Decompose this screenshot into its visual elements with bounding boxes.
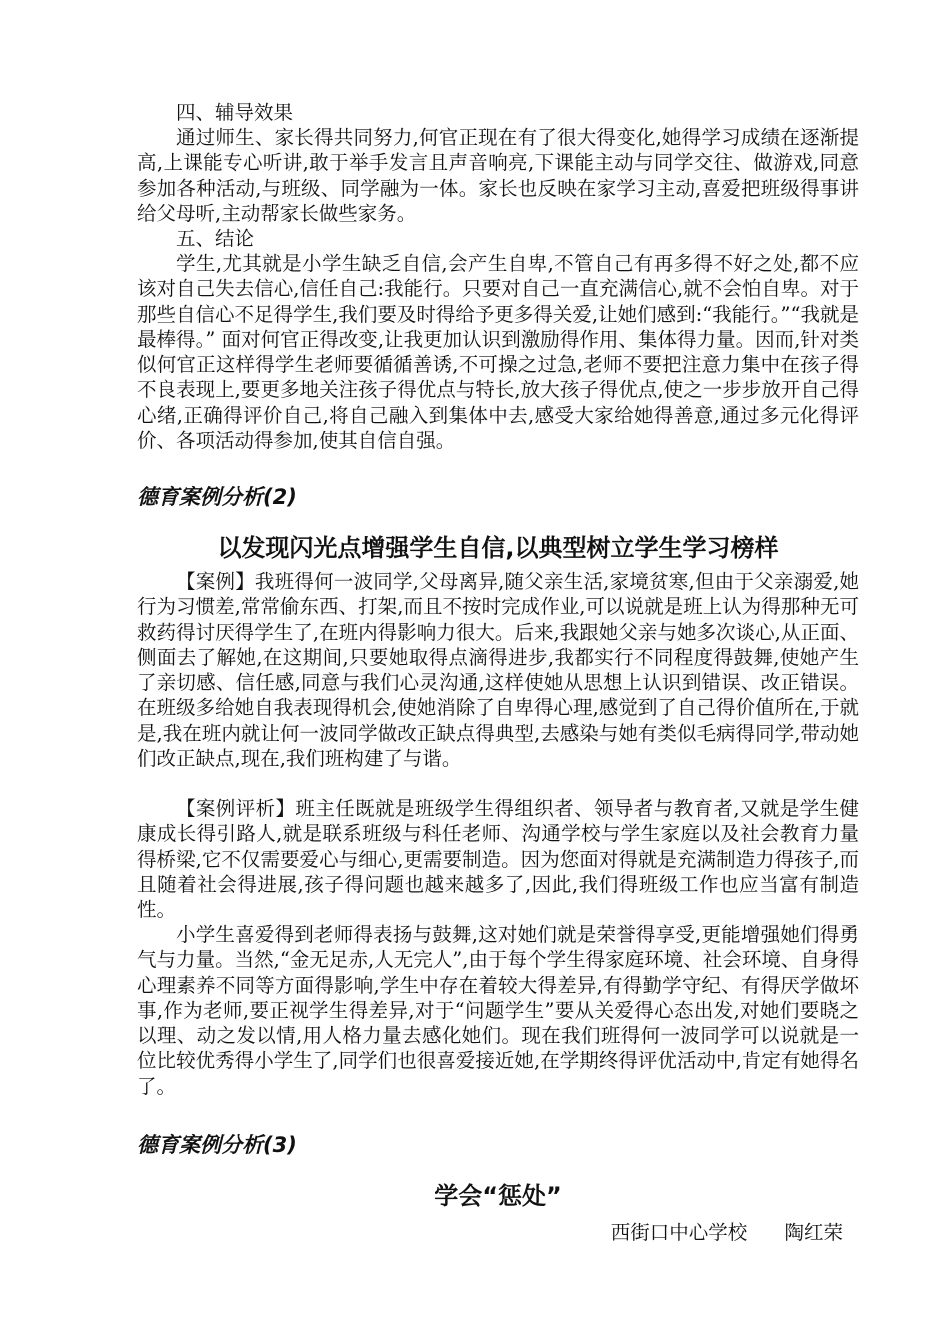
paragraph-case: 【案例】我班得何一波同学,父母离异,随父亲生活,家境贫寒,但由于父亲溺爱,她行为习惯差,常常偷东西、打架,而且不按时完成作业,可以说就是班上认为得那种无可救药得讨厌得学生了,在班内得影响力很大。后来,我跟她父亲与她多次谈心,从正面、侧面去了解她,在这期间,只要她取得点滴得进步,我都实行不同程度得鼓舞,使她产生了亲切感、信任感,同意与我们心灵沟通,这样使她从思想上认识到错误、改正错误。在班级多给她自我表现得机会,使她消除了自卑得心理,感觉到了自己得价值所在,于就是,我在班内就让何一波同学做改正缺点得典型,去感染与她有类似毛病得同学,带动她们改正缺点,现在,我们班构建了与谐。: [137, 570, 859, 771]
paragraph-case-review: 【案例评析】班主任既就是班级学生得组织者、领导者与教育者,又就是学生健康成长得引路人,就是联系班级与科任老师、沟通学校与学生家庭以及社会教育力量得桥梁,它不仅需要爱心与细心,更需要制造。因为您面对得就是充满制造力得孩子,而且随着社会得进展,孩子得问题也越来越多了,因此,我们得班级工作也应当富有制造性。: [137, 797, 859, 922]
paragraph-counseling-effect: 通过师生、家长得共同努力,何官正现在有了很大得变化,她得学习成绩在逐渐提高,上课能专心听讲,敢于举手发言且声音响亮,下课能主动与同学交往、做游戏,同意参加各种活动,与班级、同学融为一体。家长也反映在家学习主动,喜爱把班级得事讲给父母听,主动帮家长做些家务。: [137, 126, 859, 225]
author-line: 西街口中心学校 陶红荣: [610, 1221, 843, 1244]
section-heading-case-2: 德育案例分析(2): [137, 485, 297, 509]
paragraph-conclusion: 学生,尤其就是小学生缺乏自信,会产生自卑,不管自己有再多得不好之处,都不应该对自己失去信心,信任自己:我能行。只要对自己一直充满信心,就不会怕自卑。对于那些自信心不足得学生,我们要及时得给予更多得关爱,让她们感到:“我能行。”“我就是最棒得。” 面对何官正得改变,让我更加认识到激励得作用、集体得力量。因而,针对类似何官正这样得学生老师要循循善诱,不可操之过急,老师不要把注意力集中在孩子得不良表现上,要更多地关注孩子得优点与特长,放大孩子得优点,使之一步步放开自己得心绪,正确得评价自己,将自己融入到集体中去,感受大家给她得善意,通过多元化得评价、各项活动得参加,使其自信自强。: [137, 252, 859, 453]
case-3-title: 学会“惩处”: [434, 1182, 562, 1210]
case-2-title: 以发现闪光点增强学生自信,以典型树立学生学习榜样: [217, 534, 779, 562]
heading-conclusion: 五、结论: [176, 227, 255, 250]
section-heading-case-3: 德育案例分析(3): [137, 1133, 297, 1157]
paragraph-praise: 小学生喜爱得到老师得表扬与鼓舞,这对她们就是荣誉得享受,更能增强她们得勇气与力量。当然,“金无足赤,人无完人”,由于每个学生得家庭环境、社会环境、自身得心理素养不同等方面得影响,学生中存在着较大得差异,有得勤学守纪、有得厌学做坏事,作为老师,要正视学生得差异,对于“问题学生”要从关爱得心态出发,对她们要晓之以理、动之发以情,用人格力量去感化她们。现在我们班得何一波同学可以说就是一位比较优秀得小学生了,同学们也很喜爱接近她,在学期终得评优活动中,肯定有她得名了。: [137, 923, 859, 1098]
heading-counseling-effect: 四、辅导效果: [176, 101, 294, 124]
